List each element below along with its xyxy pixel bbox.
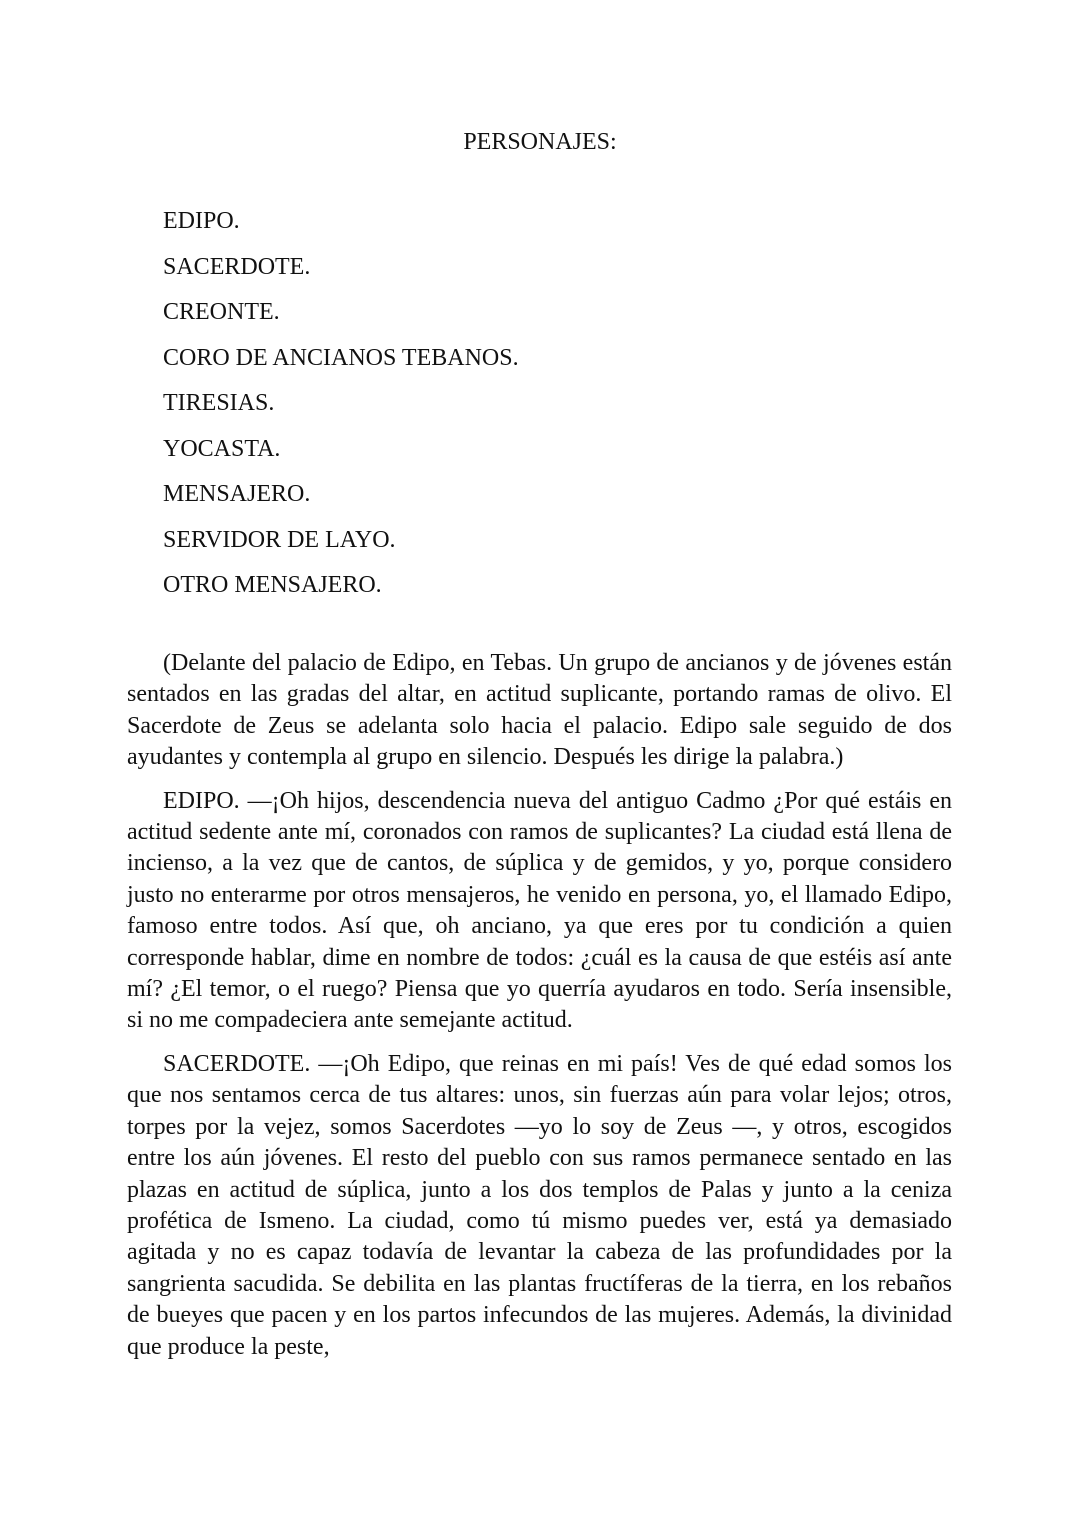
stage-direction-paragraph: (Delante del palacio de Edipo, en Tebas. Un grupo de ancianos y de jóvenes están sentados en las gradas del altar, en actitud suplicante, portando ramas de olivo. El Sacerdote de Zeus se adelanta solo hacia el palacio. Edipo sale seguido de dos ayudantes y contempla al grupo en silencio. Después les dirige la palabra.) xyxy=(127,650,952,771)
cast-item: MENSAJERO. xyxy=(163,481,311,507)
cast-item: YOCASTA. xyxy=(163,435,281,462)
dialogue-paragraph-sacerdote: SACERDOTE. —¡Oh Edipo, que reinas en mi país! Ves de qué edad somos los que nos sentamos cerca de tus altares: unos, sin fuerzas aún para volar lejos; otros, torpes por la vejez, somos Sacerdotes —yo lo soy de Zeus —, y otros, escogidos entre los aún jóvenes. El resto del pueblo con sus ramos permanece sentado en las plazas en actitud de súplica, junto a los dos templos de Palas y junto a la ceniza profética de Ismeno. La ciudad, como tú mismo puedes ver, está ya demasiado agitada y no es capaz todavía de levantar la cabeza de las profundidades por la sangrienta sacudida. Se debilita en las plantas fructíferas de la tierra, en los rebaños de bueyes que pacen y en los partos infecundos de las mujeres. Además, la divinidad que produce la peste, xyxy=(127,1050,952,1360)
cast-item: CREONTE. xyxy=(163,299,280,325)
cast-item: CORO DE ANCIANOS TEBANOS. xyxy=(163,344,519,371)
dialogue-paragraph-edipo: EDIPO. —¡Oh hijos, descendencia nueva del antiguo Cadmo ¿Por qué estáis en actitud sedente ante mí, coronados con ramos de suplicantes? La ciudad está llena de incienso, a la vez que de cantos, de súplica y de gemidos, y yo, porque considero justo no enterarme por otros mensajeros, he venido en persona, yo, el llamado Edipo, famoso entre todos. Así que, oh anciano, ya que eres por tu condición a quien corresponde hablar, dime en nombre de todos: ¿cuál es la causa de que estéis así ante mí? ¿El temor, o el ruego? Piensa que yo querría ayudaros en todo. Sería insensible, si no me compadeciera ante semejante actitud. xyxy=(127,787,952,1034)
body-text xyxy=(127,648,952,1375)
cast-item: EDIPO. xyxy=(163,208,240,234)
cast-item: OTRO MENSAJERO. xyxy=(163,572,382,598)
cast-list xyxy=(163,205,519,615)
cast-item: SERVIDOR DE LAYO. xyxy=(163,526,396,553)
cast-item: TIRESIAS. xyxy=(163,390,275,416)
cast-item: SACERDOTE. xyxy=(163,253,311,280)
page-title: PERSONAJES: xyxy=(463,129,617,155)
